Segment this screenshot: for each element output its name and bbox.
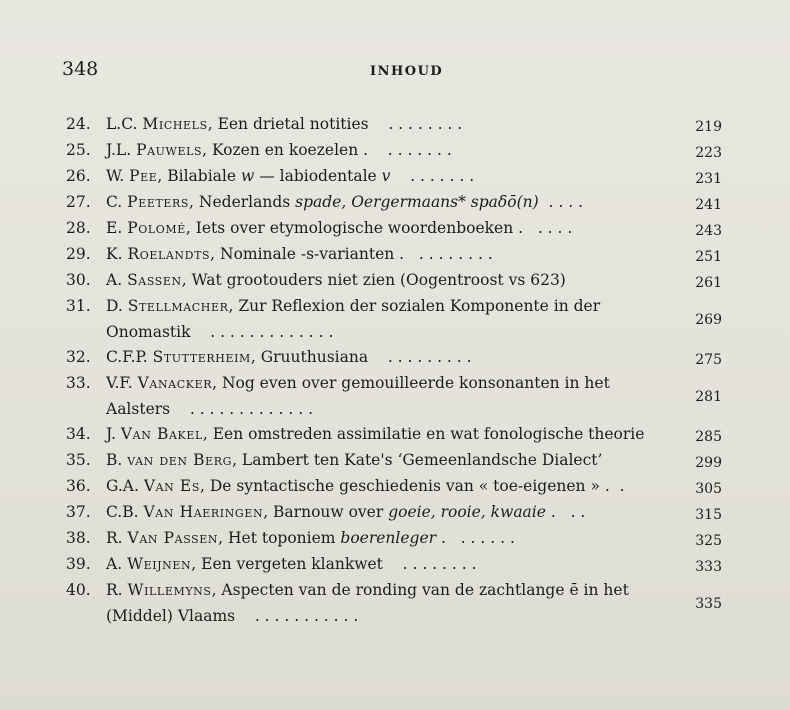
toc-entry-35: 35. B. van den Berg, Lambert ten Kate's ‘Gemeenlandsche Dialect’ 299 <box>66 448 726 474</box>
entry-number: 24. <box>66 115 91 133</box>
entry-title: Bilabiale <box>167 167 241 185</box>
entry-number: 35. <box>66 451 91 469</box>
entry-number: 40. <box>66 581 91 599</box>
author-surname: Van Passen <box>127 529 219 547</box>
entry-title-cont: . <box>436 529 446 547</box>
entry-number: 26. <box>66 167 91 185</box>
author-initials: D. <box>106 297 123 315</box>
leader-dots: . . . . . . . . . . . . . <box>210 322 334 341</box>
entry-title-cont: — labiodentale <box>254 167 382 185</box>
page-reference: 231 <box>695 171 722 187</box>
author-initials: E. <box>106 219 123 237</box>
entry-number: 32. <box>66 348 91 366</box>
author-surname: Roelandts <box>127 245 211 263</box>
leader-dots: . . . . . . . . . . . <box>254 606 359 625</box>
leader-dots: . . . . . . . . <box>388 115 463 133</box>
author-surname: Van Es <box>143 477 200 495</box>
page-reference: 299 <box>695 455 722 471</box>
author-surname: Van Bakel <box>120 425 203 443</box>
page-reference: 275 <box>695 352 722 368</box>
author-surname: Pauwels <box>136 141 203 159</box>
toc-entry-28: 28. E. Polomé, Iets over etymologische woordenboeken . . . . . 243 <box>66 216 726 242</box>
leader-dots: . . . . . . . . . . . . . <box>189 399 314 418</box>
author-surname: Pee <box>129 167 158 185</box>
entry-title-line2: Onomastik <box>106 322 191 341</box>
entry-title: Kozen en koezelen . <box>212 141 369 159</box>
toc-entry-39: 39. A. Weijnen, Een vergeten klankwet . . . . . . . . 333 <box>66 552 726 578</box>
author-initials: J. <box>106 425 116 443</box>
entry-title-italic: spade, Oergermaans* spaδō(n) <box>295 193 539 211</box>
author-initials: B. <box>106 451 123 469</box>
entry-title: Wat grootouders niet zien (Oogentroost vs 623) <box>191 271 566 289</box>
leader-dots: . . . . <box>537 219 573 237</box>
page-reference: 285 <box>695 429 722 445</box>
leader-dots: . . . . <box>548 193 584 211</box>
page-reference: 241 <box>695 197 722 213</box>
entry-title: Een vergeten klankwet <box>201 555 383 573</box>
toc-entry-34: 34. J. Van Bakel, Een omstreden assimilatie en wat fonologische theorie 285 <box>66 422 726 448</box>
entry-number: 29. <box>66 245 91 263</box>
entry-number: 38. <box>66 529 91 547</box>
toc-entry-38: 38. R. Van Passen, Het toponiem boerenleger . . . . . . . 325 <box>66 526 726 552</box>
leader-dots: . . . . . . . . <box>402 555 477 573</box>
entry-number: 30. <box>66 271 91 289</box>
page-header <box>62 58 722 84</box>
entry-title: Barnouw over <box>273 503 389 521</box>
entry-number: 37. <box>66 503 91 521</box>
page-reference: 335 <box>695 596 722 612</box>
entry-title-line2: (Middel) Vlaams <box>106 606 236 625</box>
toc-entry-24: 24. L.C. Michels, Een drietal notities . . . . . . . . 219 <box>66 112 726 138</box>
page-title: INHOUD <box>370 64 444 79</box>
entry-title: Het toponiem <box>228 529 341 547</box>
entry-title-italic: boerenleger <box>340 529 437 547</box>
toc-entry-30: 30. A. Sassen, Wat grootouders niet zien (Oogentroost vs 623) 261 <box>66 268 726 294</box>
toc-entry-33: 33. V.F. Vanacker, Nog even over gemouilleerde konsonanten in het Aalsters . . . . . . . . . . . . . 281 <box>66 371 726 422</box>
author-surname: Polomé <box>127 219 186 237</box>
page-number: 348 <box>62 58 99 80</box>
entry-title-italic: w <box>240 167 255 185</box>
page-reference: 333 <box>695 559 722 575</box>
leader-dots: . . . . . . . . <box>418 245 493 263</box>
toc-entry-27: 27. C. Peeters, Nederlands spade, Oergermaans* spaδō(n) . . . . 241 <box>66 190 726 216</box>
entry-title-cont: . <box>545 503 556 521</box>
leader-dots: . . . . . . <box>460 529 515 547</box>
author-surname: Weijnen <box>127 555 192 573</box>
author-initials: R. <box>106 581 123 599</box>
author-surname: Sassen <box>127 271 182 289</box>
author-initials: J.L. <box>106 141 132 159</box>
entry-number: 25. <box>66 141 91 159</box>
leader-dots: . . . . . . . <box>387 141 452 159</box>
entry-number: 28. <box>66 219 91 237</box>
author-initials: C. <box>106 193 123 211</box>
page-reference: 269 <box>695 312 722 328</box>
entry-title: Nederlands <box>198 193 296 211</box>
author-surname: Michels <box>142 115 208 133</box>
author-surname: van den Berg <box>127 451 233 469</box>
entry-number: 33. <box>66 374 91 392</box>
entry-title: Nog even over gemouilleerde konsonanten in het <box>221 374 610 392</box>
entry-number: 39. <box>66 555 91 573</box>
entry-title: Zur Reflexion der sozialen Komponente in der <box>238 297 601 315</box>
author-initials: R. <box>106 529 123 547</box>
page-reference: 251 <box>695 249 722 265</box>
author-surname: Vanacker <box>137 374 213 392</box>
page-reference: 223 <box>695 145 722 161</box>
author-surname: Peeters <box>127 193 190 211</box>
author-initials: L.C. <box>106 115 138 133</box>
author-initials: C.F.P. <box>106 348 148 366</box>
toc-entry-25: 25. J.L. Pauwels, Kozen en koezelen . . . . . . . . 223 <box>66 138 726 164</box>
leader-dots: . <box>619 477 625 495</box>
leader-dots: . . . . . . . <box>410 167 475 185</box>
toc-entry-32: 32. C.F.P. Stutterheim, Gruuthusiana . . . . . . . . . 275 <box>66 345 726 371</box>
entry-number: 27. <box>66 193 91 211</box>
author-initials: A. <box>106 555 123 573</box>
author-surname: Stutterheim <box>152 348 251 366</box>
leader-dots: . . . . . . . . . <box>387 348 472 366</box>
page-reference: 305 <box>695 481 722 497</box>
author-initials: G.A. <box>106 477 139 495</box>
entry-title: Aspecten van de ronding van de zachtlange ē in het <box>221 581 629 599</box>
toc-entry-40: 40. R. Willemyns, Aspecten van de ronding van de zachtlange ē in het (Middel) Vlaams . . . . . . . . . . . 335 <box>66 578 726 629</box>
entry-title-italic: goeie, rooie, kwaaie <box>388 503 546 521</box>
entry-number: 36. <box>66 477 91 495</box>
author-surname: Willemyns <box>127 581 212 599</box>
toc-entry-26: 26. W. Pee, Bilabiale w — labiodentale v . . . . . . . 231 <box>66 164 726 190</box>
page-reference: 261 <box>695 275 722 291</box>
page-reference: 219 <box>695 119 722 135</box>
table-of-contents <box>66 112 726 629</box>
page-reference: 325 <box>695 533 722 549</box>
author-initials: V.F. <box>106 374 133 392</box>
page-reference: 281 <box>695 389 722 405</box>
entry-title: Een omstreden assimilatie en wat fonologische theorie <box>212 425 645 443</box>
entry-number: 31. <box>66 297 91 315</box>
author-initials: W. <box>106 167 125 185</box>
author-surname: Stellmacher <box>127 297 229 315</box>
entry-title: Lambert ten Kate's ‘Gemeenlandsche Dialect’ <box>241 451 603 469</box>
toc-entry-36: 36. G.A. Van Es, De syntactische geschiedenis van « toe-eigenen » . . 305 <box>66 474 726 500</box>
entry-title: Een drietal notities <box>217 115 369 133</box>
entry-title-italic-2: v <box>381 167 391 185</box>
author-initials: C.B. <box>106 503 139 521</box>
page-reference: 315 <box>695 507 722 523</box>
entry-title: Gruuthusiana <box>260 348 369 366</box>
entry-title: Nominale -s-varianten . <box>220 245 405 263</box>
leader-dots: . . <box>570 503 586 521</box>
entry-title: Iets over etymologische woordenboeken . <box>195 219 524 237</box>
toc-entry-29: 29. K. Roelandts, Nominale -s-varianten . . . . . . . . . 251 <box>66 242 726 268</box>
entry-title-line2: Aalsters <box>106 399 171 418</box>
entry-number: 34. <box>66 425 91 443</box>
toc-entry-37: 37. C.B. Van Haeringen, Barnouw over goeie, rooie, kwaaie . . . 315 <box>66 500 726 526</box>
entry-title: De syntactische geschiedenis van « toe-eigenen » . <box>209 477 610 495</box>
author-initials: K. <box>106 245 123 263</box>
author-surname: Van Haeringen <box>143 503 264 521</box>
author-initials: A. <box>106 271 123 289</box>
toc-entry-31: 31. D. Stellmacher, Zur Reflexion der sozialen Komponente in der Onomastik . . . . . . . . . . . . . 269 <box>66 294 726 345</box>
page-reference: 243 <box>695 223 722 239</box>
